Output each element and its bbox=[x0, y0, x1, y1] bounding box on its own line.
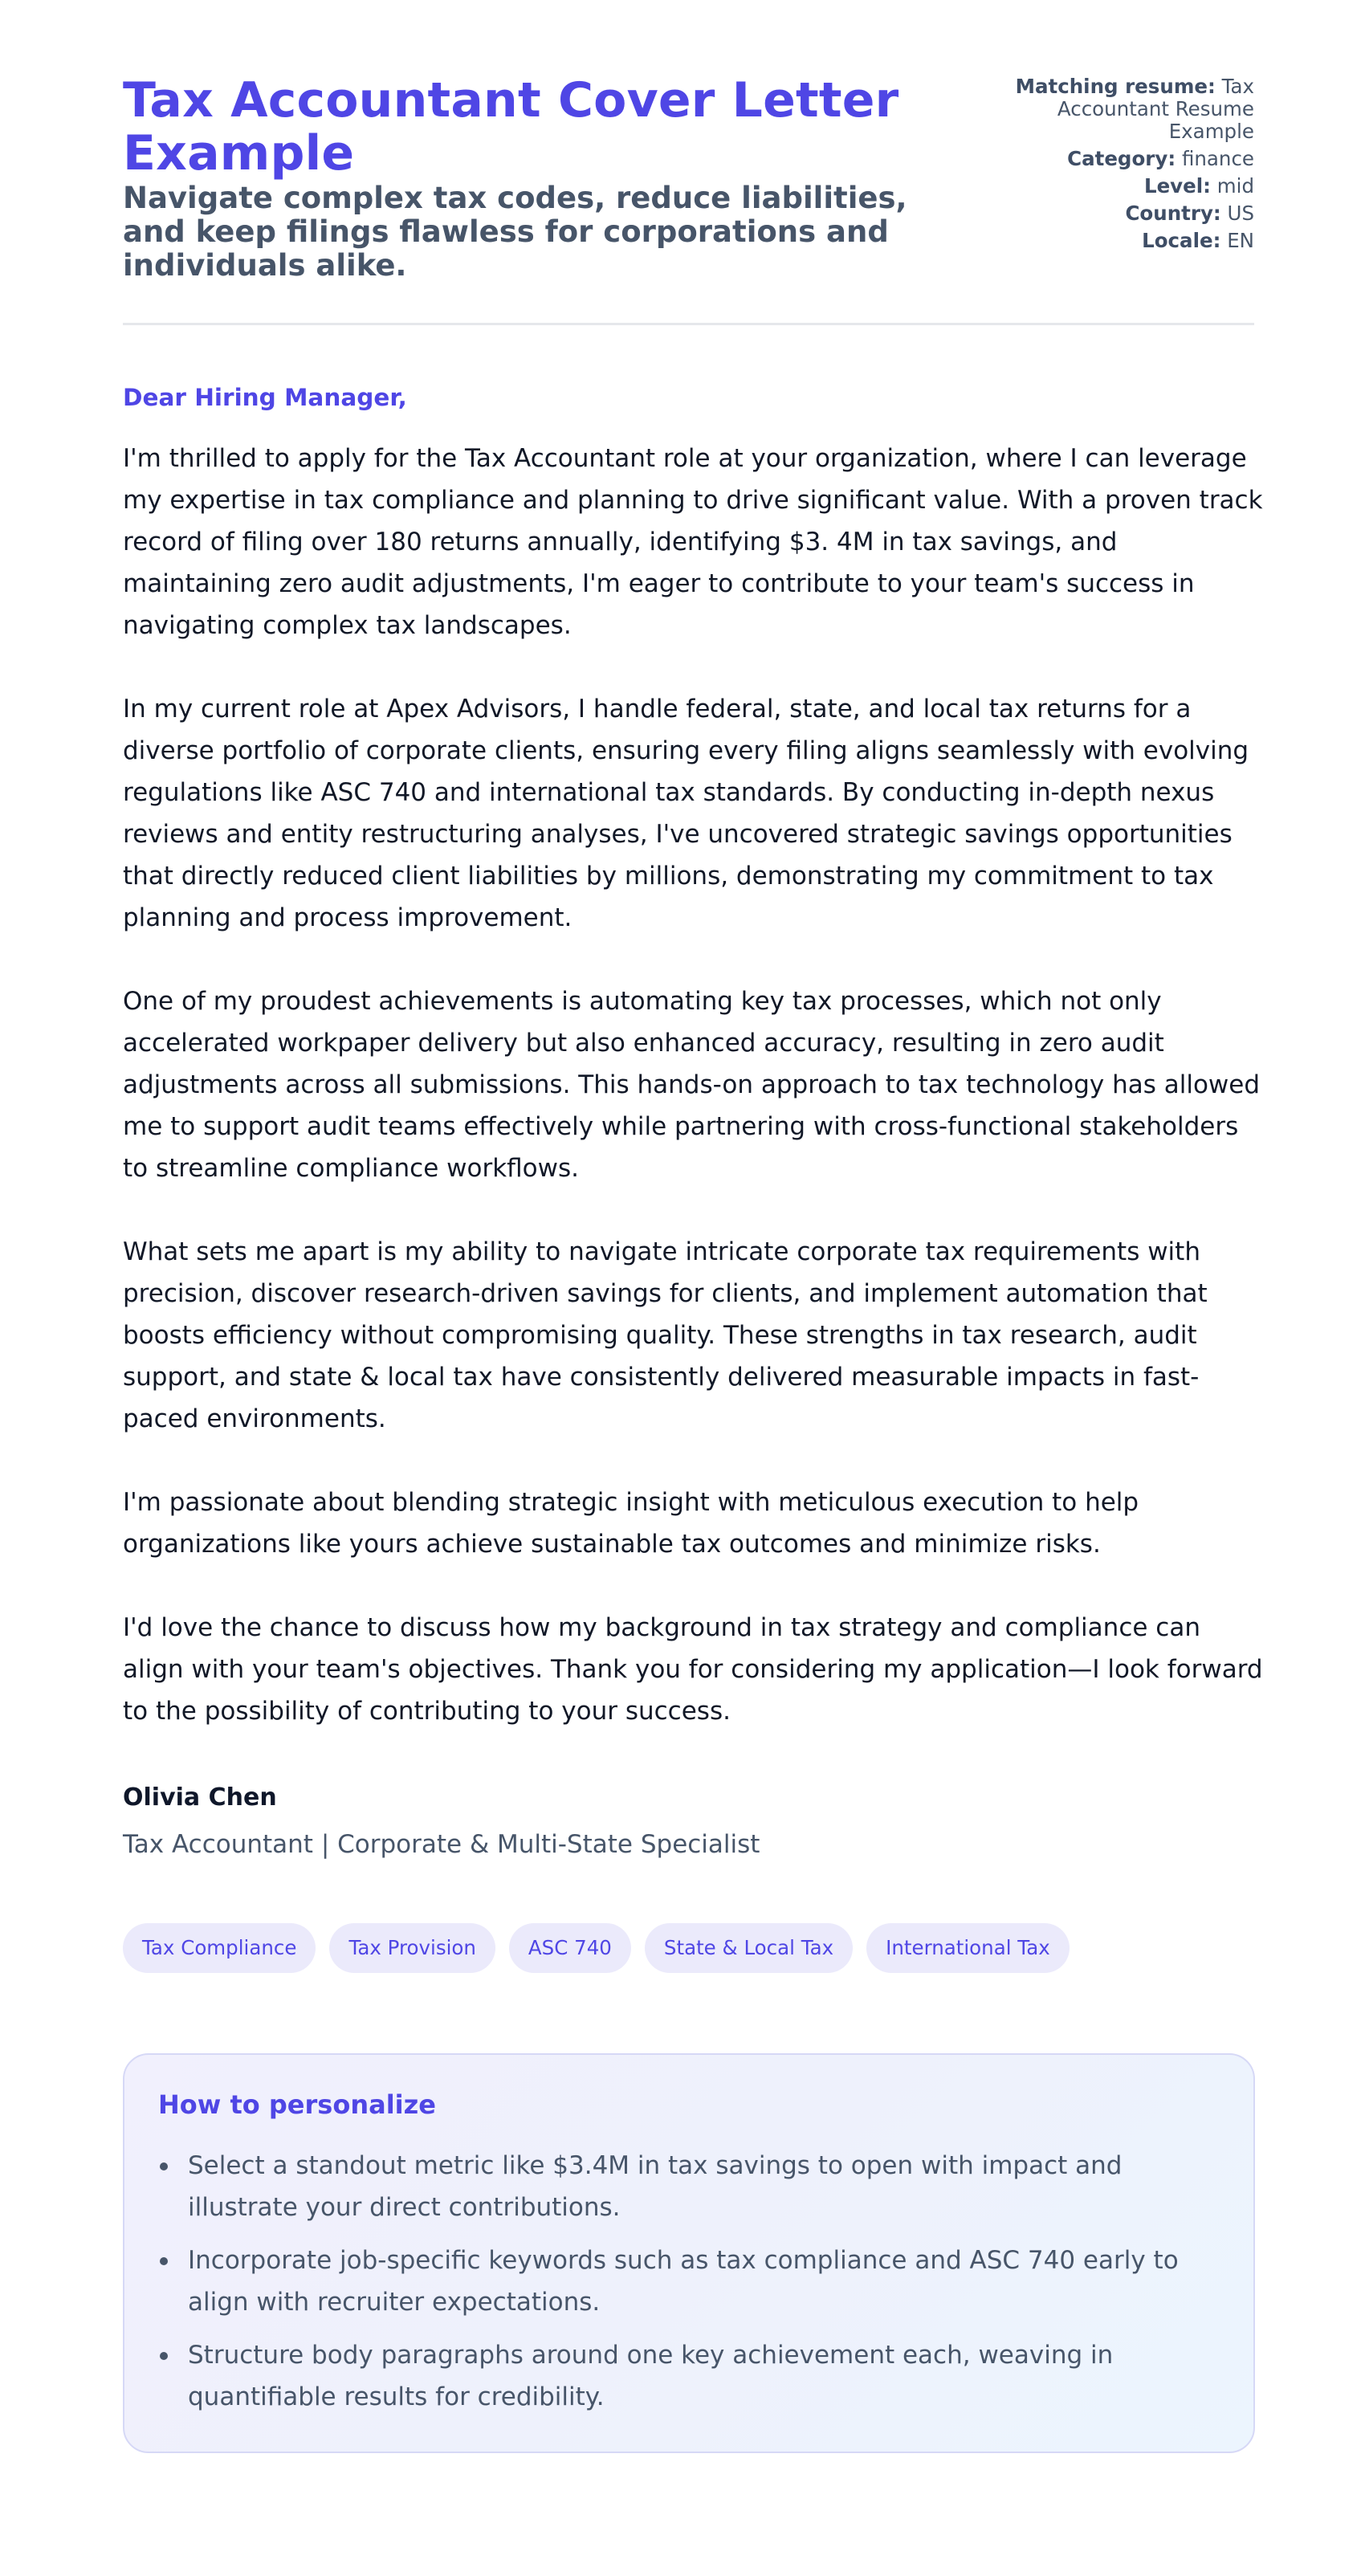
letter-paragraph: In my current role at Apex Advisors, I handle federal, state, and local tax returns for a diverse portfolio of corporate clients, ensuring every filing aligns seamlessly with evolving regulations like ASC 740 and international tax standards. By conducting in-depth nexus reviews and entity restructuring analyses, I've uncovered strategic savings opportunities that directly reduced client liabilities by millions, demonstrating my commitment to tax planning and process improvement. bbox=[123, 695, 1249, 932]
meta-value: mid bbox=[1216, 174, 1254, 198]
meta-key: Matching resume: bbox=[1015, 75, 1216, 98]
letter-paragraphs bbox=[123, 438, 1263, 1732]
meta-value: US bbox=[1227, 202, 1254, 225]
meta-value: EN bbox=[1227, 229, 1254, 252]
meta-level bbox=[1013, 175, 1254, 198]
signature-name: Olivia Chen bbox=[123, 1783, 277, 1812]
salutation: Dear Hiring Manager, bbox=[123, 384, 407, 411]
letter-paragraph: I'm passionate about blending strategic insight with meticulous execution to help organizations like yours achieve sustainable tax outcomes and minimize risks. bbox=[123, 1488, 1139, 1559]
letter-paragraph: I'm thrilled to apply for the Tax Accountant role at your organization, where I can leverage my expertise in tax compliance and planning to drive significant value. With a proven track record of filing over 180 returns annually, identifying $3. 4M in tax savings, and maintaining zero audit adjustments, I'm eager to contribute to your team's success in navigating complex tax landscapes. bbox=[123, 444, 1263, 640]
tips-list bbox=[158, 2145, 1219, 2418]
tip-text: Structure body paragraphs around one key achievement each, weaving in quantifiable results for credibility. bbox=[188, 2341, 1114, 2411]
skill-tags bbox=[123, 1923, 1254, 1973]
tip-item bbox=[158, 2240, 1219, 2323]
letter-paragraph: I'd love the chance to discuss how my background in tax strategy and compliance can align with your team's objectives. Thank you for considering my application—I look forward to the possibility of contributing to your success. bbox=[123, 1613, 1263, 1726]
tip-item bbox=[158, 2145, 1219, 2228]
meta-category bbox=[1013, 148, 1254, 170]
bullet-icon bbox=[160, 2162, 168, 2170]
meta-value: finance bbox=[1181, 147, 1254, 170]
letter-paragraph: What sets me apart is my ability to navigate intricate corporate tax requirements with precision, discover research-driven savings for clients, and implement automation that boosts efficiency without compromising quality. These strengths in tax research, audit support, and state & local tax have consistently delivered measurable impacts in fast-paced environments. bbox=[123, 1237, 1208, 1433]
letter-body bbox=[123, 381, 1263, 1732]
meta-locale bbox=[1013, 230, 1254, 252]
meta-info bbox=[1013, 75, 1254, 257]
skill-tag[interactable]: ASC 740 bbox=[509, 1923, 631, 1973]
page-title: Tax Accountant Cover Letter Example bbox=[123, 72, 899, 181]
skill-tag[interactable]: State & Local Tax bbox=[645, 1923, 853, 1973]
skill-tag[interactable]: Tax Compliance bbox=[123, 1923, 316, 1973]
tip-text: Select a standout metric like $3.4M in tax savings to open with impact and illustrate your direct contributions. bbox=[188, 2151, 1123, 2222]
letter-paragraph: One of my proudest achievements is automating key tax processes, which not only accelerated workpaper delivery but also enhanced accuracy, resulting in zero audit adjustments across all submissions. This hands-on approach to tax technology has allowed me to support audit teams effectively while partnering with cross-functional stakeholders to streamline compliance workflows. bbox=[123, 987, 1261, 1183]
signature-title: Tax Accountant | Corporate & Multi-State Specialist bbox=[123, 1830, 760, 1859]
meta-country bbox=[1013, 202, 1254, 225]
meta-key: Level: bbox=[1143, 174, 1211, 198]
meta-key: Category: bbox=[1067, 147, 1176, 170]
skill-tag[interactable]: Tax Provision bbox=[329, 1923, 495, 1973]
meta-matching-resume bbox=[1013, 75, 1254, 143]
header-titles bbox=[123, 74, 974, 283]
tip-item bbox=[158, 2334, 1219, 2418]
personalize-callout bbox=[123, 2053, 1255, 2453]
meta-value: Tax Accountant Resume Example bbox=[1057, 75, 1254, 143]
meta-key: Locale: bbox=[1142, 229, 1221, 252]
tip-text: Incorporate job-specific keywords such as tax compliance and ASC 740 early to align with recruiter expectations. bbox=[188, 2246, 1179, 2317]
bullet-icon bbox=[160, 2257, 168, 2265]
meta-key: Country: bbox=[1125, 202, 1221, 225]
callout-title: How to personalize bbox=[158, 2089, 436, 2120]
skill-tag[interactable]: International Tax bbox=[866, 1923, 1070, 1973]
bullet-icon bbox=[160, 2352, 168, 2360]
page-subtitle: Navigate complex tax codes, reduce liabilities, and keep filings flawless for corporations and individuals alike. bbox=[123, 181, 907, 283]
signature bbox=[123, 1782, 1254, 1861]
page-header bbox=[123, 74, 1254, 325]
